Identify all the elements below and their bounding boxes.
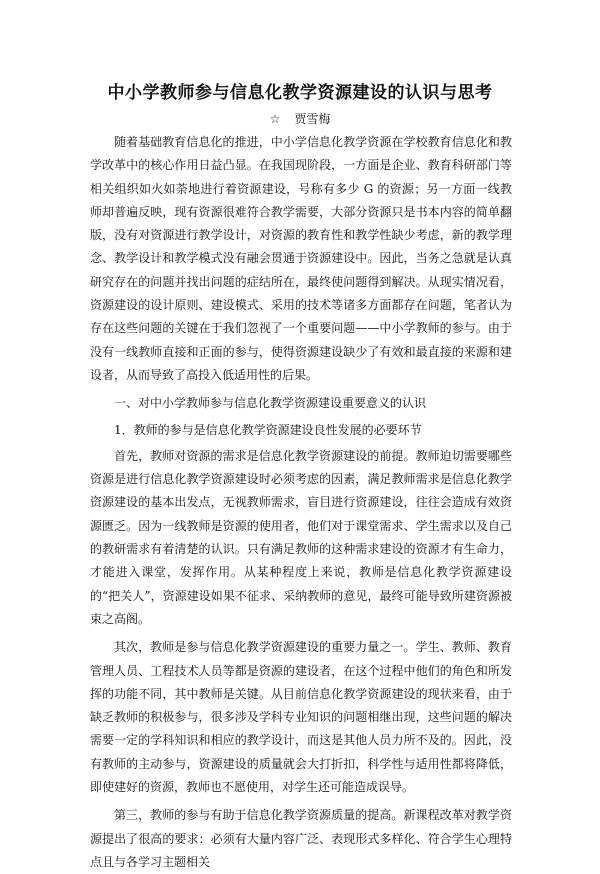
author-line: [0, 110, 600, 127]
subsection-heading: 1．教师的参与是信息化教学资源建设良性发展的必要环节: [114, 422, 422, 437]
paragraph-second: 其次，教师是参与信息化教学资源建设的重要力量之一。学生、教师、教育管理人员、工程技术人员等都是资源的建设者，在这个过程中他们的角色和所发挥的功能不同，其中教师是关键。从目前信息化教学资源建设的现状来看，由于缺乏教师的积极参与，很多涉及学科专业知识的问题相继出现，这些问题的解决需要一定的学科知识和相应的教学设计，而这是其他人员力所不及的。因此，没有教师的主动参与，资源建设的质量就会大打折扣，科学性与适用性都将降低，即使建好的资源，教师也不愿使用，对学生还可能造成误导。: [90, 640, 512, 795]
paragraph-third: 第三，教师的参与有助于信息化教学资源质量的提高。新课程改革对教学资源提出了很高的要求：必须有大量内容广泛、表现形式多样化、符合学生心理特点且与各学习主题相关: [90, 808, 512, 869]
document-body: [90, 131, 512, 874]
author-name: 贾雪梅: [294, 112, 331, 126]
star-icon: ☆: [269, 112, 281, 126]
paragraph-first: 首先，教师对资源的需求是信息化教学资源建设的前提。教师迫切需要哪些资源是进行信息化教学资源建设时必须考虑的因素，满足教师需求是信息化教学资源建设的基本出发点，无视教师需求，盲目进行资源建设，往往会造成有效资源匮乏。因为一线教师是资源的使用者，他们对于课堂需求、学生需求以及自己的教研需求有着清楚的认识。只有满足教师的这种需求建设的资源才有生命力，才能进入课堂，发挥作用。从某种程度上来说，教师是信息化教学资源建设的“把关人”，资源建设如果不征求、采纳教师的意见，最终可能导致所建资源被束之高阁。: [90, 448, 512, 626]
document-title: 中小学教师参与信息化教学资源建设的认识与思考: [107, 83, 493, 103]
section-heading: 一、对中小学教师参与信息化教学资源建设重要意义的认识: [114, 396, 427, 411]
paragraph-intro: 随着基础教育信息化的推进，中小学信息化教学资源在学校教育信息化和教学改革中的核心作用日益凸显。在我国现阶段，一方面是企业、教育科研部门等相关组织如火如荼地进行着资源建设，号称有多少 G 的资源；另一方面一线教师却普遍反映，现有资源很难符合教学需要，大部分资源只是书本内容的简单翻版，没有对资源进行教学设计，对资源的教育性和教学性缺少考虑，新的教学理念、教学设计和教学模式没有融会贯通于资源建设中。因此，当务之急就是认真研究存在的问题并找出问题的症结所在，最终使问题得到解决。从现实情况看，资源建设的设计原则、建设模式、采用的技术等诸多方面都存在问题，笔者认为存在这些问题的关键在于我们忽视了一个重要问题——中小学教师的参与。由于没有一线教师直接和正面的参与，使得资源建设缺少了有效和最直接的来源和建设者，从而导致了高投入低适用性的后果。: [90, 135, 512, 382]
